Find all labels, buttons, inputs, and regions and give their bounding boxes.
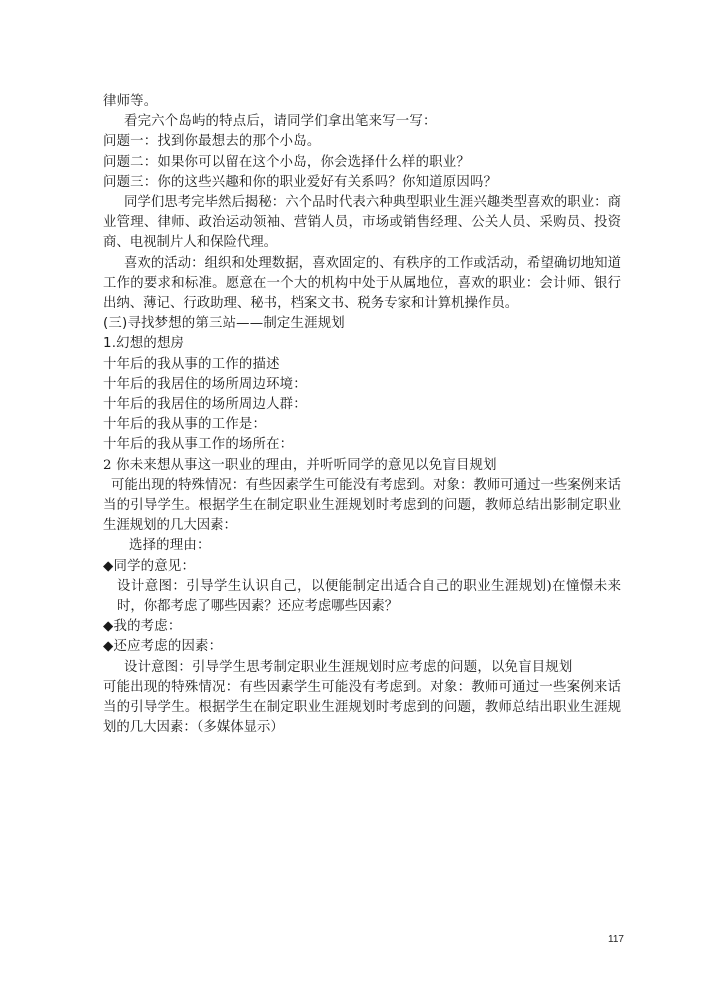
- text-line: 选择的理由：: [129, 538, 211, 554]
- special-cases-paragraph: 可能出现的特殊情况：有些因素学生可能没有考虑到。对象：教师可通过一些案例来话当的引导学生。根据学生在制定职业生涯规划时考虑到的问题，教师总结出职业生涯规划的几大因素：（多媒体显示）: [103, 679, 621, 736]
- page-number: 117: [608, 934, 624, 945]
- question-three: 问题三：你的这些兴趣和你的职业爱好有关系吗？你知道原因吗？: [103, 174, 498, 190]
- text-line: 十年后的我居住的场所周边环境：: [103, 376, 307, 392]
- text-line: 十年后的我从事的工作是：: [103, 417, 267, 433]
- text-line: 律师等。: [103, 94, 158, 109]
- text-line: 十年后的我从事工作的场所在：: [103, 437, 294, 453]
- bullet-item: ◆还应考虑的因素：: [103, 639, 223, 655]
- page-body: [103, 92, 621, 739]
- text-line: 十年后的我居住的场所周边人群：: [103, 397, 307, 413]
- bullet-item: ◆同学的意见：: [103, 558, 196, 574]
- reveal-paragraph: 同学们思考完毕然后揭秘：六个品时代表六种典型职业生涯兴趣类型喜欢的职业：商业管理、律师、政治运动领袖、营销人员，市场或销售经理、公关人员、采购员、投资商、电视制片人和保险代理。: [103, 195, 621, 251]
- bullet-item: ◆我的考虑：: [103, 619, 182, 635]
- activities-paragraph: 喜欢的活动：组织和处理数据，喜欢固定的、有秩序的工作或活动，希望确切地知道工作的要求和标准。愿意在一个大的机构中处于从属地位，喜欢的职业：会计师、银行出纳、薄记、行政助理、秘书，档案文书、税务专家和计算机操作员。: [103, 255, 621, 312]
- question-two: 问题二：如果你可以留在这个小岛，你会选择什么样的职业？: [103, 154, 470, 170]
- section-heading: (三)寻找梦想的第三站——制定生涯规划: [103, 316, 345, 332]
- question-one: 问题一：找到你最想去的那个小岛。: [103, 134, 321, 150]
- subsection-heading: 2 你未来想从事这一职业的理由，并听听同学的意见以免盲目规划: [103, 457, 497, 473]
- subsection-heading: 1.幻想的想房: [103, 336, 185, 352]
- text-line: 十年后的我从事的工作的描述: [103, 356, 280, 372]
- text-line: 看完六个岛屿的特点后，请同学们拿出笔来写一写：: [124, 114, 437, 130]
- design-intent-paragraph: 设计意图：引导学生认识自己，以便能制定出适合自己的职业生涯规划)在憧憬未来时，你都考虑了哪些因素？还应考虑哪些因素？: [117, 578, 621, 615]
- design-intent-line: 设计意图：引导学生思考制定职业生涯规划时应考虑的问题，以免盲目规划: [124, 659, 573, 675]
- special-cases-paragraph: 可能出现的特殊情况：有些因素学生可能没有考虑到。对象：教师可通过一些案例来话当的引导学生。根据学生在制定职业生涯规划时考虑到的问题，教师总结出影制定职业生涯规划的几大因素：: [103, 477, 621, 534]
